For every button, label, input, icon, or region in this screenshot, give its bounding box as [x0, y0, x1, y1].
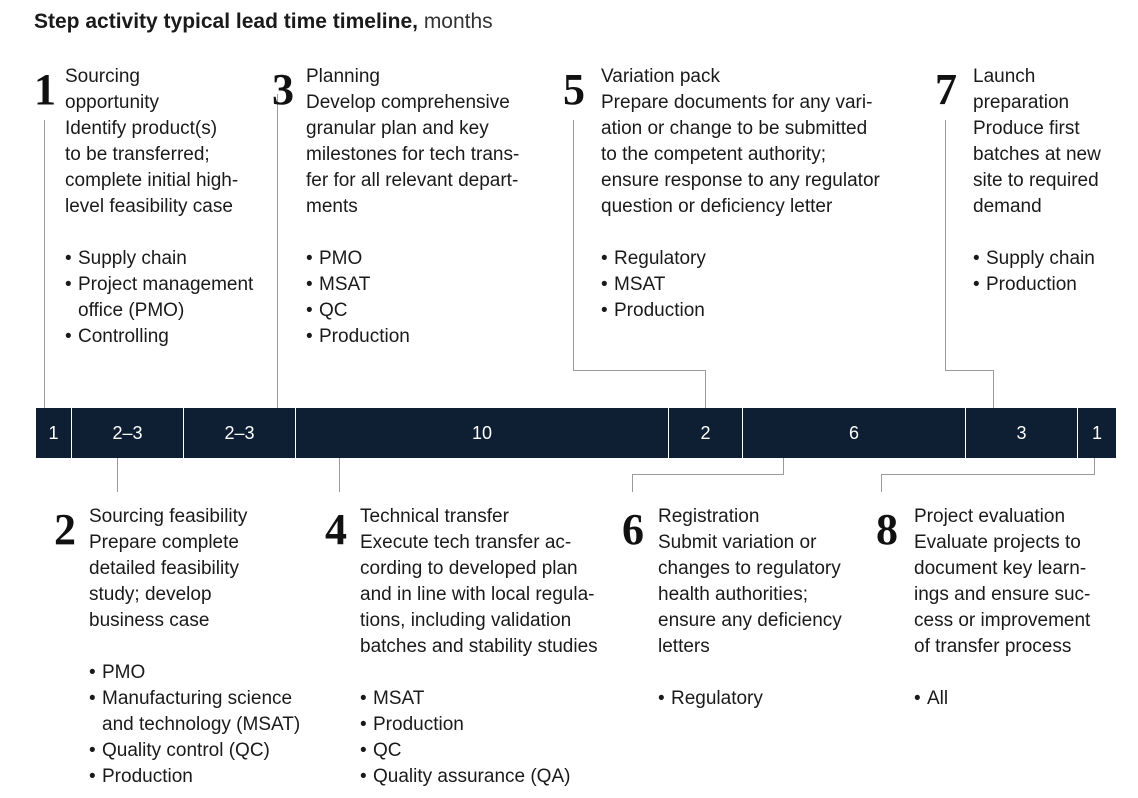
group-item: • Production	[306, 324, 556, 350]
connector-step-5-b	[573, 370, 705, 371]
timeline-segment: 10	[296, 408, 668, 458]
step-description: Submit variation or changes to regulatory health authorities; ensure any deficiency letters	[658, 532, 842, 657]
timeline-segment: 1	[36, 408, 71, 458]
timeline-bar	[36, 408, 1116, 458]
chart-title-unit: months	[423, 10, 493, 33]
group-item: • MSAT	[601, 272, 911, 298]
connector-step-2	[117, 458, 118, 492]
step-groups	[601, 246, 911, 324]
step-groups	[914, 686, 1134, 712]
step-number: 8	[876, 505, 898, 554]
connector-step-5-a	[573, 120, 574, 370]
connector-step-4	[339, 458, 340, 492]
connector-step-8-b	[881, 474, 1095, 475]
step-number: 2	[54, 505, 76, 554]
connector-step-7-b	[945, 370, 993, 371]
connector-step-1	[44, 120, 45, 408]
group-item: • Production	[360, 712, 628, 738]
group-item: • QC	[306, 298, 556, 324]
group-item: • Quality assurance (QA)	[360, 764, 628, 790]
step-description: Identify product(s) to be transferred; complete initial high- level feasibility case	[65, 118, 239, 217]
group-item: • Regulatory	[601, 246, 911, 272]
step-number: 4	[325, 505, 347, 554]
connector-step-6-c	[632, 474, 633, 492]
step-groups	[973, 246, 1138, 298]
group-item: • MSAT	[306, 272, 556, 298]
step-heading: Variation pack	[601, 66, 720, 87]
step-description: Produce first batches at new site to required demand	[973, 118, 1101, 217]
connector-step-7-c	[993, 370, 994, 408]
group-item: • Controlling	[65, 324, 275, 350]
group-item: • Quality control (QC)	[89, 738, 324, 764]
step-groups	[658, 686, 868, 712]
connector-step-8-c	[881, 474, 882, 492]
step-description: Evaluate projects to document key learn- ings and ensure suc- cess or improvement of transfer process	[914, 532, 1091, 657]
group-item: • QC	[360, 738, 628, 764]
timeline-segment: 2–3	[72, 408, 183, 458]
group-item: • All	[914, 686, 1134, 712]
timeline-segment: 1	[1078, 408, 1116, 458]
step-description: Execute tech transfer ac- cording to developed plan and in line with local regula- tions, including validation batches and stability studies	[360, 532, 598, 657]
step-number: 1	[34, 65, 56, 114]
group-item: • Production	[973, 272, 1138, 298]
chart-title-main: Step activity typical lead time timeline,	[34, 10, 418, 33]
step-heading: Sourcing feasibility	[89, 506, 248, 527]
group-item: • Manufacturing science and technology (MSAT)	[89, 686, 324, 738]
step-groups	[65, 246, 275, 350]
connector-step-3	[277, 94, 278, 408]
step-heading: Planning	[306, 66, 380, 87]
step-number: 5	[563, 65, 585, 114]
timeline-segment: 2–3	[184, 408, 295, 458]
chart-title	[34, 10, 493, 34]
timeline-segment: 2	[669, 408, 742, 458]
step-groups	[306, 246, 556, 350]
group-item: • Regulatory	[658, 686, 868, 712]
group-item: • Supply chain	[65, 246, 275, 272]
step-description: Develop comprehensive granular plan and key milestones for tech trans- fer for all relevant depart- ments	[306, 92, 520, 217]
connector-step-6-a	[783, 458, 784, 474]
connector-step-6-b	[632, 474, 784, 475]
step-groups	[360, 686, 628, 790]
timeline-segment: 3	[966, 408, 1077, 458]
group-item: • PMO	[306, 246, 556, 272]
group-item: • Production	[89, 764, 324, 790]
timeline-segment: 6	[743, 408, 965, 458]
group-item: • Supply chain	[973, 246, 1138, 272]
step-heading: Technical transfer	[360, 506, 509, 527]
group-item: • MSAT	[360, 686, 628, 712]
connector-step-8-a	[1094, 458, 1095, 474]
step-number: 7	[935, 65, 957, 114]
step-groups	[89, 660, 324, 790]
step-heading: Sourcing opportunity	[65, 66, 160, 113]
step-heading: Registration	[658, 506, 760, 527]
connector-step-7-a	[945, 120, 946, 370]
step-number: 3	[272, 65, 294, 114]
connector-step-5-c	[705, 370, 706, 408]
group-item: • Production	[601, 298, 911, 324]
group-item: • Project management office (PMO)	[65, 272, 275, 324]
step-description: Prepare documents for any vari- ation or change to be submitted to the competent authority; ensure response to any regulator question or deficiency letter	[601, 92, 880, 217]
step-heading: Launch preparation	[973, 66, 1070, 113]
group-item: • PMO	[89, 660, 324, 686]
step-description: Prepare complete detailed feasibility study; develop business case	[89, 532, 239, 631]
step-number: 6	[622, 505, 644, 554]
step-heading: Project evaluation	[914, 506, 1066, 527]
